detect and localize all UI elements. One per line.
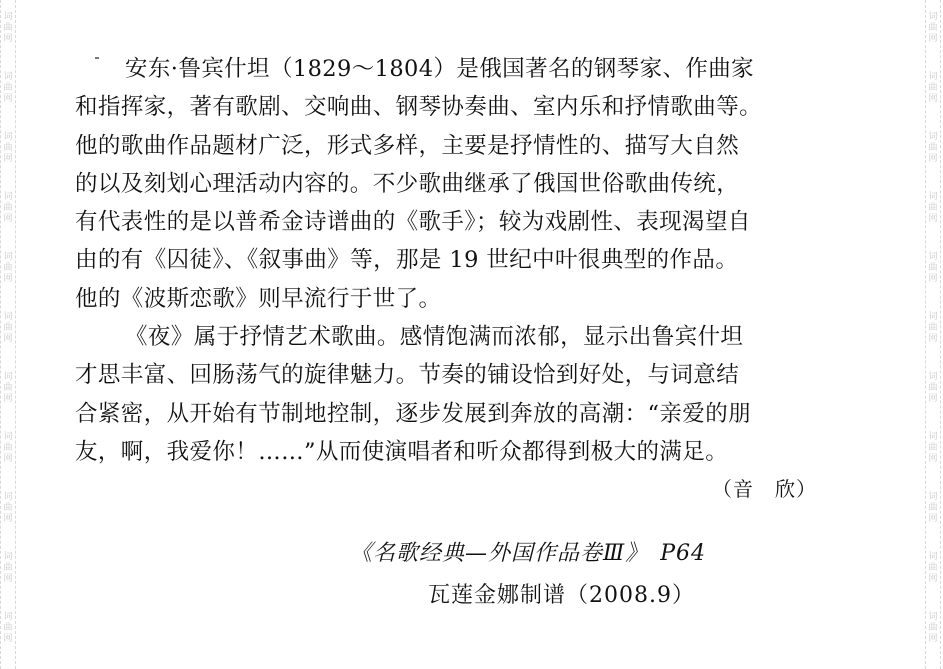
watermark-text: 词曲网 [3,12,13,44]
paragraph-line: 有代表性的是以普希金诗谱曲的《歌手》；较为戏剧性、表现渴望自 [75,209,751,236]
watermark-text: 词曲网 [3,432,13,464]
watermark-text: 词曲网 [928,12,938,44]
paragraph-line: 友，啊，我爱你！……”从而使演唱者和听众都得到极大的满足。 [75,438,729,465]
watermark-text: 词曲网 [928,192,938,224]
watermark-text: 词曲网 [928,252,938,284]
paragraph-line: 的以及刻划心理活动内容的。不少歌曲继承了俄国世俗歌曲传统， [75,170,740,197]
paragraph-line: 由的有《囚徒》、《叙事曲》等，那是 19 世纪中叶很典型的作品。 [75,247,739,274]
watermark-text: 词曲网 [928,72,938,104]
score-credit: 瓦莲金娜制谱（2008.9） [428,583,695,608]
paragraph-line: 安东·鲁宾什坦（1829～1804）是俄国著名的钢琴家、作曲家 [125,56,755,82]
watermark-text: 词曲网 [928,372,938,404]
watermark-text: 词曲网 [928,312,938,344]
watermark-text: 词曲网 [3,312,13,344]
watermark-text: 词曲网 [3,252,13,284]
paragraph-line: 他的《波斯恋歌》则早流行于世了。 [75,285,442,312]
watermark-column-right [925,0,941,669]
watermark-text: 词曲网 [3,612,13,644]
paragraph-line: 合紧密，从开始有节制地控制，逐步发展到奔放的高潮：“亲爱的朋 [75,400,752,427]
watermark-text: 词曲网 [928,492,938,524]
paragraph-line: 他的歌曲作品题材广泛，形式多样，主要是抒情性的、描写大自然 [75,132,740,159]
watermark-text: 词曲网 [928,132,938,164]
watermark-column-left [0,0,16,669]
watermark-text: 词曲网 [3,192,13,224]
article-body [75,50,840,471]
watermark-text: 词曲网 [928,552,938,584]
watermark-text: 词曲网 [928,612,938,644]
watermark-text: 词曲网 [3,552,13,584]
watermark-text: 词曲网 [3,492,13,524]
author-attribution: （音 欣） [712,477,817,501]
paragraph-line: 才思丰富、回肠荡气的旋律魅力。节奏的铺设恰到好处，与词意结 [75,362,740,389]
paragraph-line: 和指挥家，著有歌剧、交响曲、钢琴协奏曲、室内乐和抒情歌曲等。 [75,94,763,121]
watermark-text: 词曲网 [928,432,938,464]
watermark-text: 词曲网 [3,372,13,404]
source-book-title: 《名歌经典—外国作品卷Ⅲ》 P64 [350,541,707,566]
paragraph-line: 《夜》属于抒情艺术歌曲。感情饱满而浓郁，显示出鲁宾什坦 [125,324,744,351]
watermark-text: 词曲网 [3,132,13,164]
watermark-text: 词曲网 [3,72,13,104]
